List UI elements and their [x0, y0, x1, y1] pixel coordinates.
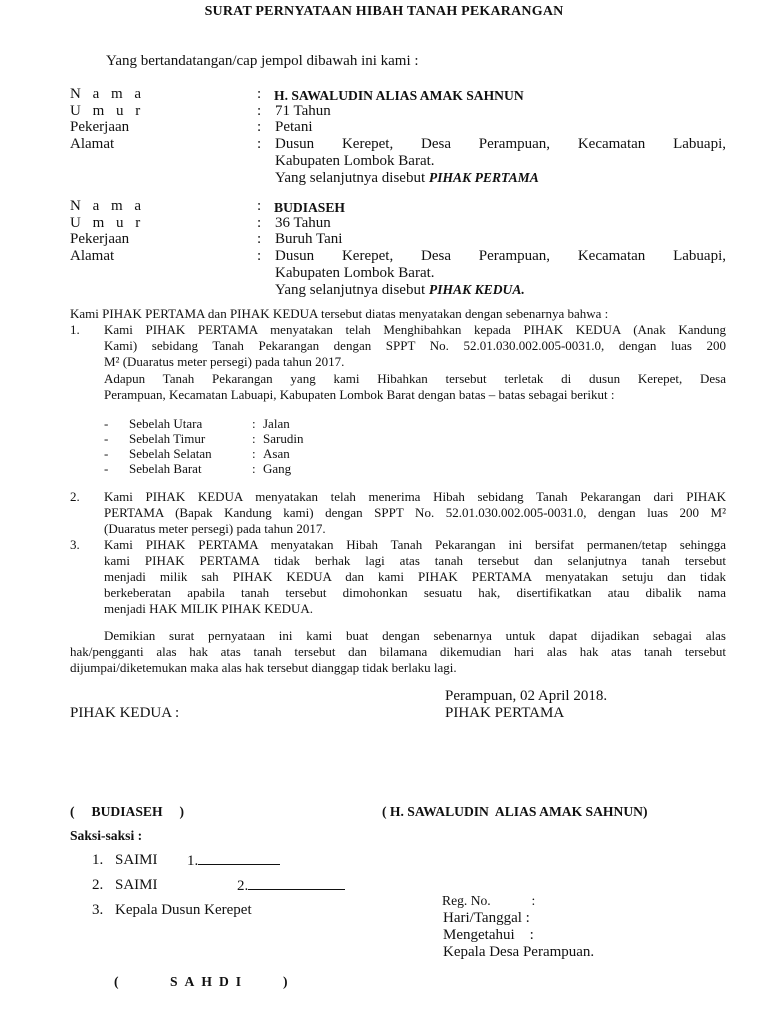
point3-line1: Kami PIHAK PERTAMA menyatakan Hibah Tanah Pekarangan ini bersifat permanen/tetap sehingga — [104, 537, 726, 552]
point2-line2: PERTAMA (Bapak Kandung kami) dengan SPPT No. 52.01.030.002.005-0031.0, dengan luas 200 M² — [104, 505, 726, 520]
witness-number: 1. — [92, 852, 104, 868]
point3-line4: berkeberatan apabila tanah tersebut dimohonkan sesuatu hak, disertifikatkan atau dibalik nama — [104, 585, 726, 600]
witness-heading: Saksi-saksi : — [70, 828, 143, 843]
boundary-side: Sebelah Selatan — [129, 446, 212, 461]
place-date: Perampuan, 02 April 2018. — [445, 688, 608, 704]
party2-pekerjaan: Buruh Tani — [275, 231, 343, 247]
boundary-value: Jalan — [263, 416, 290, 431]
label-pekerjaan: Pekerjaan — [70, 231, 130, 247]
party1-nama: H. SAWALUDIN ALIAS AMAK SAHNUN — [274, 88, 524, 103]
boundary-sep: : — [252, 431, 256, 446]
closing-line3: dijumpai/diketemukan maka alas hak tersebut dianggap tidak berlaku lagi. — [70, 660, 457, 675]
party1-alamat-line2: Kabupaten Lombok Barat. — [275, 153, 435, 169]
point-number: 2. — [70, 489, 80, 504]
pihak-pertama-label: PIHAK PERTAMA — [445, 705, 565, 721]
label-alamat: Alamat — [70, 248, 115, 264]
party1-alias: PIHAK PERTAMA — [428, 170, 539, 185]
witness-signature-slot — [187, 852, 280, 870]
label-pekerjaan: Pekerjaan — [70, 119, 130, 135]
witness-name: Kepala Dusun Kerepet — [115, 902, 252, 918]
witness-name: SAIMI — [115, 852, 158, 868]
colon: : — [257, 215, 262, 231]
slot-number: 2. — [237, 878, 249, 894]
boundary-side: Sebelah Utara — [129, 416, 203, 431]
party2-nama: BUDIASEH — [274, 200, 346, 215]
party2-alias: PIHAK KEDUA. — [428, 282, 525, 297]
point3-line3: menjadi milik sah PIHAK KEDUA dan kami PIHAK PERTAMA menyatakan setuju dan tidak — [104, 569, 726, 584]
point1-line4: Adapun Tanah Pekarangan yang kami Hibahkan tersebut terletak di dusun Kerepet, Desa — [104, 371, 726, 386]
selanjutnya-text: Yang selanjutnya disebut — [275, 170, 429, 186]
party2-umur: 36 Tahun — [275, 215, 331, 231]
boundary-dash: - — [104, 461, 109, 476]
point-number: 3. — [70, 537, 80, 552]
label-nama: N a m a — [70, 198, 146, 214]
statement-intro: Kami PIHAK PERTAMA dan PIHAK KEDUA tersebut diatas menyatakan dengan sebenarnya bahwa : — [70, 306, 609, 321]
party2-alamat-line2: Kabupaten Lombok Barat. — [275, 265, 435, 281]
colon: : — [257, 198, 262, 214]
kepala-desa: Kepala Desa Perampuan. — [443, 944, 595, 960]
paren-close: ) — [283, 974, 288, 989]
reg-no: Reg. No. : — [442, 893, 536, 908]
pihak-kedua-label: PIHAK KEDUA : — [70, 705, 180, 721]
party1-alamat-line1: Dusun Kerepet, Desa Perampuan, Kecamatan Labuapi, — [275, 136, 726, 152]
boundary-value: Sarudin — [263, 431, 304, 446]
point2-line1: Kami PIHAK KEDUA menyatakan telah menerima Hibah sebidang Tanah Pekarangan dari PIHAK — [104, 489, 726, 504]
label-nama: N a m a — [70, 86, 146, 102]
point3-line5: menjadi HAK MILIK PIHAK KEDUA. — [104, 601, 314, 616]
point3-line2: kami PIHAK PERTAMA tidak berhak lagi atas tanah tersebut dan selanjutnya tanah tersebut — [104, 553, 726, 568]
colon: : — [257, 248, 262, 264]
point2-line3: (Duaratus meter persegi) pada tahun 2017. — [104, 521, 326, 536]
boundary-dash: - — [104, 446, 109, 461]
document-title: SURAT PERNYATAAN HIBAH TANAH PEKARANGAN — [204, 4, 564, 19]
witness-number: 2. — [92, 877, 104, 893]
party2-selanjutnya — [275, 282, 525, 299]
boundary-sep: : — [252, 416, 256, 431]
party1-umur: 71 Tahun — [275, 103, 331, 119]
colon: : — [257, 86, 262, 102]
point1-line1: Kami PIHAK PERTAMA menyatakan telah Menghibahkan kepada PIHAK KEDUA (Anak Kandung — [104, 322, 726, 337]
colon: : — [257, 103, 262, 119]
slot-number: 1. — [187, 853, 199, 869]
boundary-side: Sebelah Timur — [129, 431, 206, 446]
party1-pekerjaan: Petani — [275, 119, 313, 135]
point1-line3: M² (Duaratus meter persegi) pada tahun 2017. — [104, 354, 345, 369]
boundary-value: Asan — [263, 446, 290, 461]
label-umur: U m u r — [70, 215, 145, 231]
signature-pihak-kedua: ( BUDIASEH ) — [70, 804, 185, 819]
witness-name: SAIMI — [115, 877, 158, 893]
boundary-value: Gang — [263, 461, 292, 476]
boundary-sep: : — [252, 461, 256, 476]
signature-blank — [248, 877, 345, 890]
colon: : — [257, 136, 262, 152]
point-number: 1. — [70, 322, 80, 337]
selanjutnya-text: Yang selanjutnya disebut — [275, 282, 429, 298]
hari-tanggal: Hari/Tanggal : — [443, 910, 530, 926]
colon: : — [257, 231, 262, 247]
closing-line1: Demikian surat pernyataan ini kami buat dengan sebenarnya untuk dapat dijadikan sebagai alas — [104, 628, 726, 643]
point1-line2: Kami) sebidang Tanah Pekarangan dengan SPPT No. 52.01.030.002.005-0031.0, dengan luas 200 — [104, 338, 726, 353]
witness-signature-slot — [237, 877, 345, 895]
colon: : — [257, 119, 262, 135]
boundary-dash: - — [104, 416, 109, 431]
sahdi-name: SAHDI — [170, 974, 249, 989]
closing-line2: hak/pengganti alas hak atas tanah tersebut dan bilamana dikemudian hari alas hak atas tanah tersebut — [70, 644, 726, 659]
witness-number: 3. — [92, 902, 104, 918]
label-umur: U m u r — [70, 103, 145, 119]
boundary-dash: - — [104, 431, 109, 446]
signature-pihak-pertama: ( H. SAWALUDIN ALIAS AMAK SAHNUN) — [382, 804, 648, 819]
party1-selanjutnya — [275, 170, 539, 187]
boundary-side: Sebelah Barat — [129, 461, 202, 476]
label-alamat: Alamat — [70, 136, 115, 152]
boundary-sep: : — [252, 446, 256, 461]
point1-line5: Perampuan, Kecamatan Labuapi, Kabupaten Lombok Barat dengan batas – batas sebagai berikut : — [104, 387, 615, 402]
intro-line: Yang bertandatangan/cap jempol dibawah ini kami : — [106, 53, 419, 69]
signature-blank — [198, 852, 280, 865]
paren-open: ( — [114, 974, 119, 989]
mengetahui: Mengetahui : — [443, 927, 534, 943]
party2-alamat-line1: Dusun Kerepet, Desa Perampuan, Kecamatan Labuapi, — [275, 248, 726, 264]
